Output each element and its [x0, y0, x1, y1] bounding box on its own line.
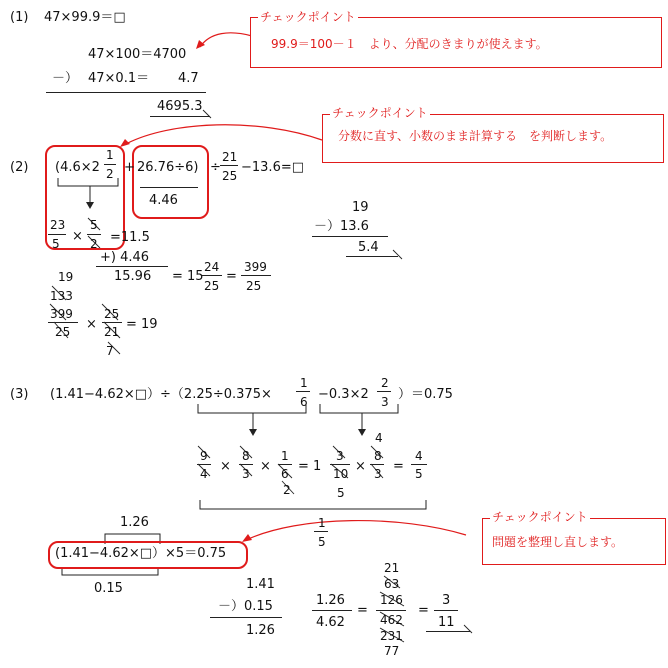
equals: = [357, 603, 368, 618]
fraction-bar [197, 464, 211, 465]
checkpoint-title-3: チェックポイント [492, 510, 588, 524]
rule-line [426, 631, 470, 632]
fraction-num: 1 [318, 516, 326, 530]
fraction-den: 25 [222, 169, 238, 183]
crossed-133: 133 [50, 289, 73, 303]
expr-2-part-b: 26.76÷6) [137, 160, 199, 175]
fraction-den: 5 [415, 467, 423, 481]
result-1: 4695.3 [157, 99, 203, 114]
calc-line-1: 47×100＝4700 [88, 47, 187, 62]
problem-number-1: (1) [10, 10, 29, 25]
times-sign: × [220, 459, 231, 474]
divide-sign: ÷ [210, 160, 221, 175]
fraction-num: 1 [300, 376, 308, 390]
fraction-bar [102, 322, 122, 323]
fraction-bar [312, 610, 352, 611]
fraction-bar [202, 275, 222, 276]
crossed-3: 3 [242, 467, 250, 481]
result-den-11: 11 [438, 615, 455, 630]
reduced-4: 4 [375, 431, 383, 445]
equals-15: = 15 [172, 269, 204, 284]
bracket-3c [200, 500, 426, 509]
crossed-63: 63 [384, 577, 400, 591]
crossed-231: 231 [380, 629, 403, 643]
ratio-den: 4.62 [316, 615, 345, 630]
fraction-num: 399 [244, 260, 267, 274]
minus-sign-1: －） [52, 71, 79, 86]
sub-13-6: －）13.6 [314, 219, 369, 234]
value-0-15: 0.15 [94, 581, 123, 596]
times-sign: × [86, 317, 97, 332]
fraction-den: 2 [90, 237, 98, 251]
expr-2-part-a: (4.6×2 [55, 160, 100, 175]
crossed-3b: 3 [336, 449, 344, 463]
callout-arrow-3 [246, 521, 466, 540]
checkpoint-title-2: チェックポイント [332, 106, 428, 120]
fraction-bar [241, 275, 271, 276]
down-arrowhead-3a [249, 429, 257, 436]
fraction-bar [377, 391, 391, 392]
fraction-num: 24 [204, 260, 220, 274]
fraction-num: 1 [106, 148, 114, 162]
fraction-bar [330, 464, 350, 465]
result-num-3: 3 [442, 593, 451, 608]
fraction-num: 4 [415, 449, 423, 463]
fraction-num: 23 [50, 218, 66, 232]
down-arrowhead-3b [358, 429, 366, 436]
times-sign: × [72, 229, 83, 244]
callout-arrow-1 [200, 33, 252, 47]
fraction-den: 3 [381, 395, 389, 409]
times-sign: × [355, 459, 366, 474]
problem-number-3: (3) [10, 387, 29, 402]
fraction-bar [411, 464, 427, 465]
restated-equation: (1.41−4.62×□）×5＝0.75 [55, 546, 227, 561]
callout-arrowhead-3 [242, 534, 252, 542]
crossed-4: 4 [200, 467, 208, 481]
equals: = [418, 603, 429, 618]
reduced-19: 19 [58, 270, 74, 284]
fraction-bar [314, 531, 328, 532]
crossed-25: 25 [55, 325, 71, 339]
fraction-den: 6 [300, 395, 308, 409]
fraction-num: 2 [381, 376, 389, 390]
value-1-26: 1.26 [120, 515, 149, 530]
reduced-5: 5 [337, 486, 345, 500]
crossed-8: 8 [242, 449, 250, 463]
equals-11-5: =11.5 [110, 230, 150, 245]
fraction-bar [278, 464, 292, 465]
rule-line [46, 92, 206, 93]
fraction-den: 5 [52, 237, 60, 251]
crossed-9: 9 [200, 449, 208, 463]
fraction-bar [376, 610, 406, 611]
crossed-399: 399 [50, 307, 73, 321]
crossed-10: 10 [333, 467, 349, 481]
problem-1-expression: 47×99.9＝□ [44, 10, 126, 25]
ratio-num: 1.26 [316, 593, 345, 608]
fraction-den: 25 [246, 279, 262, 293]
crossed-6: 6 [281, 467, 289, 481]
checkpoint-text-1: 99.9＝100－１ より、分配のきまりが使えます。 [271, 37, 548, 51]
fraction-num: 5 [90, 218, 98, 232]
rule-line [140, 187, 198, 188]
equals: = [226, 269, 237, 284]
fraction-bar [370, 464, 384, 465]
callout-arrow-2 [124, 125, 322, 145]
fraction-den: 25 [204, 279, 220, 293]
times-sign: × [260, 459, 271, 474]
checkpoint-text-2: 分数に直す、小数のまま計算する を判断します。 [338, 129, 613, 143]
fraction-den: 2 [106, 167, 114, 181]
rule-line [150, 116, 210, 117]
fraction-bar [48, 322, 78, 323]
fraction-num: 1 [281, 449, 289, 463]
b-result: 4.46 [149, 193, 178, 208]
reduced-77: 77 [384, 644, 400, 658]
fraction-bar [48, 234, 66, 235]
add-line: +) 4.46 [100, 250, 150, 265]
fraction-den: 5 [318, 535, 326, 549]
checkpoint-text-3: 問題を整理し直します。 [492, 535, 624, 549]
callout-arrowhead-1 [196, 40, 205, 49]
crossed-126: 126 [380, 593, 403, 607]
problem-number-2: (2) [10, 160, 29, 175]
bracket-3a [198, 404, 306, 413]
expr-3-part-a: (1.41−4.62×□）÷（2.25÷0.375× [50, 387, 272, 402]
fraction-bar [239, 464, 253, 465]
expr-3-part-c: ）＝0.75 [398, 387, 453, 402]
reduced-7: 7 [106, 344, 114, 358]
fraction-bar [434, 610, 458, 611]
fraction-bar [104, 164, 116, 165]
equals-1: = 1 [298, 459, 322, 474]
fraction-bar [87, 234, 101, 235]
reduced-21: 21 [384, 561, 400, 575]
reduced-2: 2 [283, 483, 291, 497]
sub-result-1-26: 1.26 [246, 623, 275, 638]
crossed-462: 462 [380, 613, 403, 627]
calc-line-2-value: 4.7 [178, 71, 199, 86]
rule-line [210, 617, 282, 618]
sub-19: 19 [352, 200, 369, 215]
rule-line [312, 236, 388, 237]
fraction-num: 21 [222, 150, 238, 164]
plus-sign: + [124, 160, 135, 175]
rule-line [346, 256, 398, 257]
equals-19: = 19 [126, 317, 158, 332]
sub-result-5-4: 5.4 [358, 240, 379, 255]
crossed-25b: 25 [104, 307, 120, 321]
fraction-bar [296, 391, 310, 392]
crossed-3c: 3 [374, 467, 382, 481]
rule-line [96, 266, 168, 267]
expr-2-tail: −13.6=□ [241, 160, 305, 175]
callout-arrowhead-2 [120, 139, 130, 147]
sub-0-15: －）0.15 [218, 599, 273, 614]
expr-3-part-b: −0.3×2 [318, 387, 369, 402]
crossed-8b: 8 [374, 449, 382, 463]
calc-line-2: 47×0.1＝ [88, 71, 150, 86]
sum-15-96: 15.96 [114, 269, 152, 284]
equals: = [393, 459, 404, 474]
checkpoint-title-1: チェックポイント [260, 10, 356, 24]
crossed-21: 21 [104, 325, 120, 339]
fraction-bar [220, 165, 238, 166]
sub-1-41: 1.41 [246, 577, 275, 592]
